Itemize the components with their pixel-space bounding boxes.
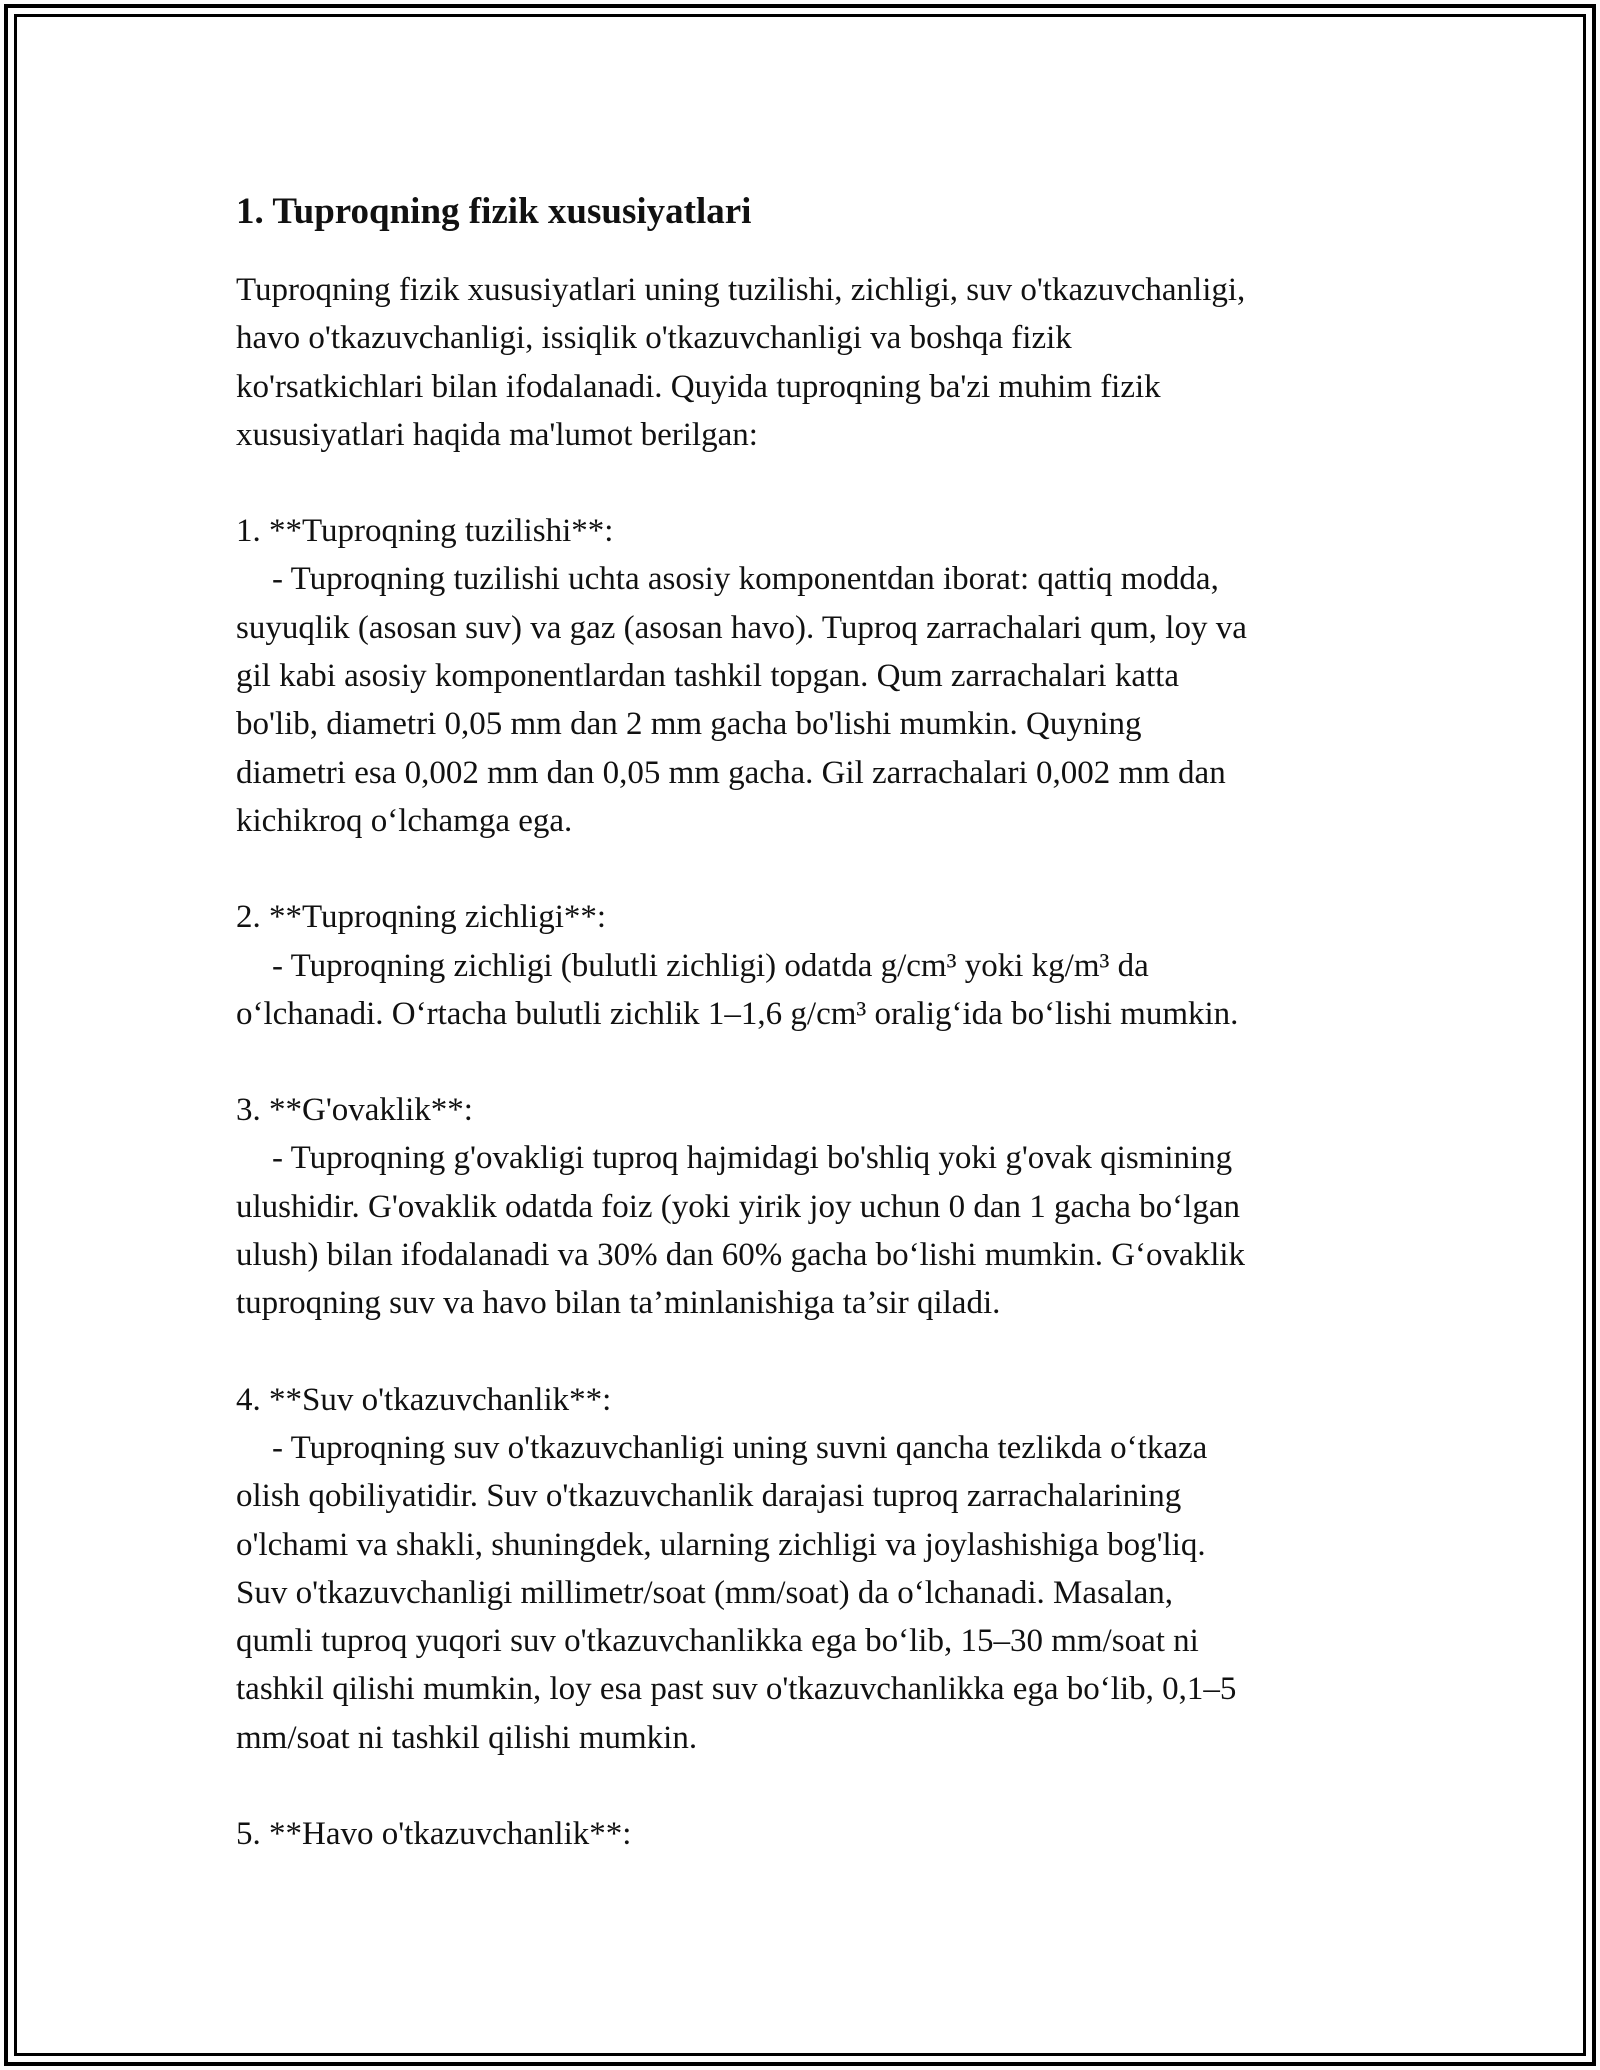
section-text-first-line: - Tuproqning g'ovakligi tuproq hajmidagi bo'shliq yoki g'ovak qismining [272, 1140, 1233, 1177]
section-text-line: Suv o'tkazuvchanligi millimetr/soat (mm/soat) da o‘lchanadi. Masalan, [236, 1574, 1174, 1611]
document-title: 1. Tuproqning fizik xususiyatlari [236, 191, 752, 232]
section-heading: 4. **Suv o'tkazuvchanlik**: [236, 1381, 612, 1418]
section-text-first-line: - Tuproqning tuzilishi uchta asosiy komponentdan iborat: qattiq modda, [272, 561, 1219, 598]
intro-line: havo o'tkazuvchanligi, issiqlik o'tkazuvchanligi va boshqa fizik [236, 320, 1072, 357]
section-text-line: qumli tuproq yuqori suv o'tkazuvchanlikka ega bo‘lib, 15–30 mm/soat ni [236, 1623, 1199, 1660]
section-heading: 3. **G'ovaklik**: [236, 1092, 473, 1129]
section-text-first-line: - Tuproqning suv o'tkazuvchanligi uning suvni qancha tezlikda o‘tkaza [272, 1429, 1208, 1466]
section-heading: 5. **Havo o'tkazuvchanlik**: [236, 1816, 632, 1853]
section-text-line: o‘lchanadi. O‘rtacha bulutli zichlik 1–1,6 g/cm³ oralig‘ida bo‘lishi mumkin. [236, 995, 1239, 1032]
section-air-permeability [236, 1810, 1376, 1858]
section-text-line: gil kabi asosiy komponentlardan tashkil topgan. Qum zarrachalari katta [236, 658, 1179, 695]
section-text-line: diametri esa 0,002 mm dan 0,05 mm gacha. Gil zarrachalari 0,002 mm dan [236, 754, 1226, 791]
intro-line: xususiyatlari haqida ma'lumot berilgan: [236, 416, 758, 453]
section-water-permeability [236, 1376, 1376, 1762]
section-text-line: ulush) bilan ifodalanadi va 30% dan 60% gacha bo‘lishi mumkin. G‘ovaklik [236, 1237, 1246, 1274]
document-body [236, 186, 1376, 1858]
section-text-line: tuproqning suv va havo bilan ta’minlanishiga ta’sir qiladi. [236, 1285, 1001, 1322]
intro-paragraph [236, 266, 1376, 459]
section-heading: 2. **Tuproqning zichligi**: [236, 899, 607, 936]
section-porosity [236, 1086, 1376, 1327]
section-text-line: bo'lib, diametri 0,05 mm dan 2 mm gacha bo'lishi mumkin. Quyning [236, 706, 1142, 743]
section-text-line: kichikroq o‘lchamga ega. [236, 802, 573, 839]
intro-line: Tuproqning fizik xususiyatlari uning tuzilishi, zichligi, suv o'tkazuvchanligi, [236, 272, 1246, 308]
intro-line: ko'rsatkichlari bilan ifodalanadi. Quyida tuproqning ba'zi muhim fizik [236, 368, 1161, 405]
section-text-line: olish qobiliyatidir. Suv o'tkazuvchanlik darajasi tuproq zarrachalarining [236, 1478, 1182, 1515]
section-structure [236, 507, 1376, 845]
section-text-line: ulushidir. G'ovaklik odatda foiz (yoki yirik joy uchun 0 dan 1 gacha bo‘lgan [236, 1188, 1240, 1225]
section-text-line: tashkil qilishi mumkin, loy esa past suv o'tkazuvchanlikka ega bo‘lib, 0,1–5 [236, 1671, 1237, 1708]
section-heading: 1. **Tuproqning tuzilishi**: [236, 513, 614, 550]
section-text-line: mm/soat ni tashkil qilishi mumkin. [236, 1719, 698, 1756]
section-text-first-line: - Tuproqning zichligi (bulutli zichligi) odatda g/cm³ yoki kg/m³ da [272, 947, 1149, 984]
section-text-line: o'lchami va shakli, shuningdek, ularning zichligi va joylashishiga bog'liq. [236, 1526, 1206, 1563]
section-text-line: suyuqlik (asosan suv) va gaz (asosan havo). Tuproq zarrachalari qum, loy va [236, 609, 1247, 646]
section-density [236, 893, 1376, 1038]
